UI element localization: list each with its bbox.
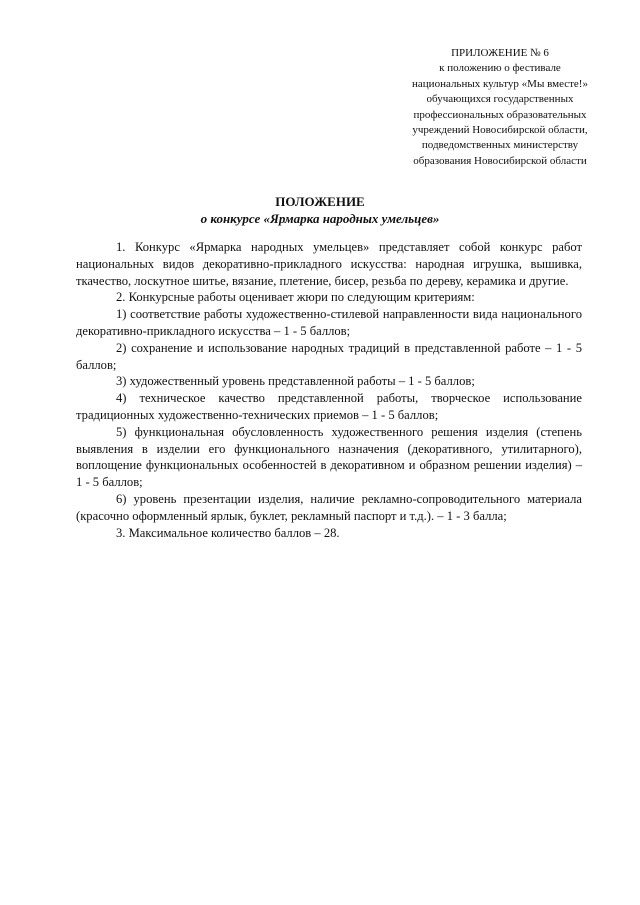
paragraph: 1. Конкурс «Ярмарка народных умельцев» представляет собой конкурс работ национальных видов декоративно-прикладного искусства: народная игрушка, вышивка, ткачество, лоскутное шитье, вязание, плетение, бисер, резьба по дереву, керамика и другие.	[76, 240, 582, 288]
document-body	[76, 239, 582, 541]
document-title: ПОЛОЖЕНИЕ	[275, 194, 365, 209]
paragraph: 5) функциональная обусловленность художественного решения изделия (степень выявления в изделии его функционального назначения (декоративного, утилитарного), воплощение функциональных особенностей в декоративном и образном решении изделия) – 1 - 5 баллов;	[76, 424, 582, 490]
appendix-line: учреждений Новосибирской области,	[412, 124, 588, 137]
appendix-line: национальных культур «Мы вместе!»	[412, 77, 588, 90]
appendix-line: к положению о фестивале	[439, 62, 561, 75]
appendix-line: подведомственных министерству	[421, 139, 579, 152]
paragraph: 1) соответствие работы художественно-стилевой направленности вида национального декоративно-прикладного искусства – 1 - 5 баллов;	[76, 307, 582, 338]
paragraph: 2. Конкурсные работы оценивает жюри по следующим критериям:	[116, 290, 475, 305]
appendix-line: профессиональных образовательных	[413, 108, 587, 121]
paragraph: 4) техническое качество представленной работы, творческое использование традиционных художественно-технических приемов – 1 - 5 баллов;	[76, 391, 582, 422]
paragraph: 3) художественный уровень представленной работы – 1 - 5 баллов;	[116, 374, 475, 389]
paragraph: 3. Максимальное количество баллов – 28.	[116, 525, 340, 540]
appendix-line: ПРИЛОЖЕНИЕ № 6	[451, 47, 549, 59]
document-heading	[100, 193, 540, 227]
appendix-line: обучающихся государственных	[426, 93, 574, 106]
paragraph: 6) уровень презентации изделия, наличие рекламно-сопроводительного материала (красочно оформленный ярлык, буклет, рекламный паспорт и т.д.). – 1 - 3 балла;	[76, 491, 582, 523]
document-subtitle: о конкурсе «Ярмарка народных умельцев»	[200, 211, 440, 226]
paragraph: 2) сохранение и использование народных традиций в представленной работе – 1 - 5 баллов;	[76, 340, 582, 372]
appendix-header	[360, 46, 640, 169]
appendix-line: образования Новосибирской области	[413, 154, 587, 167]
